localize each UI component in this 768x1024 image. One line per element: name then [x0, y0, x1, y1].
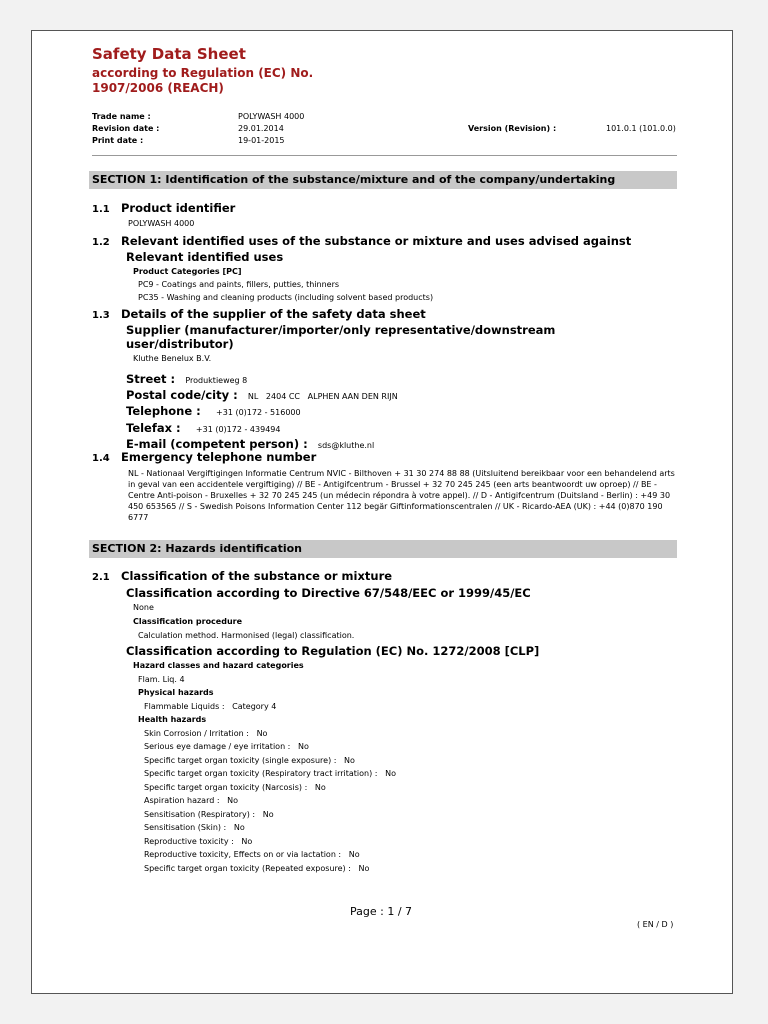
directive-classification-value: None	[133, 603, 154, 612]
product-identifier-value: POLYWASH 4000	[128, 219, 195, 228]
revision-date-label: Revision date :	[92, 124, 160, 133]
street-row: Street : Produktieweg 8	[126, 372, 248, 386]
relevant-uses-title: Relevant identified uses	[126, 250, 284, 264]
flam-liq-value: Flam. Liq. 4	[138, 675, 185, 684]
health-hazard-item: Specific target organ toxicity (Repeated exposure) : No	[144, 864, 370, 873]
section-1-4-title: Emergency telephone number	[121, 450, 317, 464]
hazard-classes-label: Hazard classes and hazard categories	[133, 661, 304, 670]
health-hazard-item: Reproductive toxicity : No	[144, 837, 253, 846]
supplier-label: Supplier (manufacturer/importer/only representative/downstream user/distributor)	[126, 323, 556, 351]
health-hazard-item: Specific target organ toxicity (Respiratory tract irritation) : No	[144, 769, 396, 778]
revision-date-value: 29.01.2014	[238, 124, 284, 133]
emergency-contacts: NL - Nationaal Vergiftigingen Informatie Centrum NVIC - Bilthoven + 31 30 274 88 88 (Uitsluitend bereikbaar voor een behandelend arts in geval van een accidentele vergiftiging) // BE - Antigifcentrum - Brussel + 32 70 245 245 (een arts beantwoordt uw oproep) // BE - Centre Anti-poison - Bruxelles + 32 70 245 245 (un médecin répondra à votre appel). // D - Antigifcentrum (Duitsland - Berlin) : +49 30 450 653565 // S - Swedish Poisons Information Center 112 begär Giftinformationscentralen // UK - Ricardo-AEA (UK) : +44 (0)870 190 6777	[128, 469, 675, 522]
email-row: E-mail (competent person) : sds@kluthe.nl	[126, 437, 375, 451]
health-hazard-item: Skin Corrosion / Irritation : No	[144, 729, 268, 738]
telefax-row: Telefax : +31 (0)172 - 439494	[126, 421, 281, 435]
classification-procedure-value: Calculation method. Harmonised (legal) classification.	[138, 631, 355, 640]
postal-row: Postal code/city : NL 2404 CC ALPHEN AAN DEN RIJN	[126, 388, 398, 402]
document-subtitle: according to Regulation (EC) No. 1907/2006 (REACH)	[92, 66, 314, 95]
product-categories-label: Product Categories [PC]	[133, 267, 242, 276]
health-hazard-item: Aspiration hazard : No	[144, 796, 239, 805]
pc35-item: PC35 - Washing and cleaning products (including solvent based products)	[138, 293, 434, 302]
classification-procedure-label: Classification procedure	[133, 617, 243, 626]
section-1-4-number: 1.4	[92, 453, 110, 464]
section-1-1-number: 1.1	[92, 204, 110, 215]
health-hazard-item: Specific target organ toxicity (Narcosis) : No	[144, 783, 326, 792]
health-hazards-label: Health hazards	[138, 715, 207, 724]
supplier-name: Kluthe Benelux B.V.	[133, 354, 212, 363]
section-1-2-number: 1.2	[92, 237, 110, 248]
version-label: Version (Revision) :	[468, 124, 557, 133]
section-1-3-title: Details of the supplier of the safety data sheet	[121, 307, 426, 321]
section-1-1-title: Product identifier	[121, 201, 236, 215]
pc9-item: PC9 - Coatings and paints, fillers, putties, thinners	[138, 280, 340, 289]
health-hazard-item: Sensitisation (Skin) : No	[144, 823, 245, 832]
document-title: Safety Data Sheet	[92, 45, 246, 63]
health-hazard-item: Reproductive toxicity, Effects on or via lactation : No	[144, 850, 360, 859]
section-1-2-title: Relevant identified uses of the substance or mixture and uses advised against	[121, 234, 632, 248]
clp-classification-title: Classification according to Regulation (EC) No. 1272/2008 [CLP]	[126, 644, 540, 658]
section-2-1-number: 2.1	[92, 572, 110, 583]
section-2-1-title: Classification of the substance or mixture	[121, 569, 393, 583]
directive-classification-title: Classification according to Directive 67/548/EEC or 1999/45/EC	[126, 586, 531, 600]
section-2-header: SECTION 2: Hazards identification	[89, 540, 677, 558]
header-divider	[92, 155, 677, 156]
health-hazard-item: Specific target organ toxicity (single exposure) : No	[144, 756, 355, 765]
physical-hazards-label: Physical hazards	[138, 688, 214, 697]
print-date-value: 19-01-2015	[238, 136, 285, 145]
trade-name-value: POLYWASH 4000	[238, 112, 305, 121]
print-date-label: Print date :	[92, 136, 144, 145]
trade-name-label: Trade name :	[92, 112, 151, 121]
language-code: ( EN / D )	[637, 920, 674, 929]
telephone-row: Telephone : +31 (0)172 - 516000	[126, 404, 301, 418]
health-hazard-item: Serious eye damage / eye irritation : No	[144, 742, 309, 751]
health-hazard-item: Sensitisation (Respiratory) : No	[144, 810, 274, 819]
section-1-header: SECTION 1: Identification of the substance/mixture and of the company/undertaking	[89, 171, 677, 189]
document-page	[31, 30, 733, 994]
physical-hazards-value: Flammable Liquids : Category 4	[144, 702, 277, 711]
section-1-3-number: 1.3	[92, 310, 110, 321]
version-value: 101.0.1 (101.0.0)	[606, 124, 676, 133]
page-number: Page : 1 / 7	[350, 905, 413, 918]
